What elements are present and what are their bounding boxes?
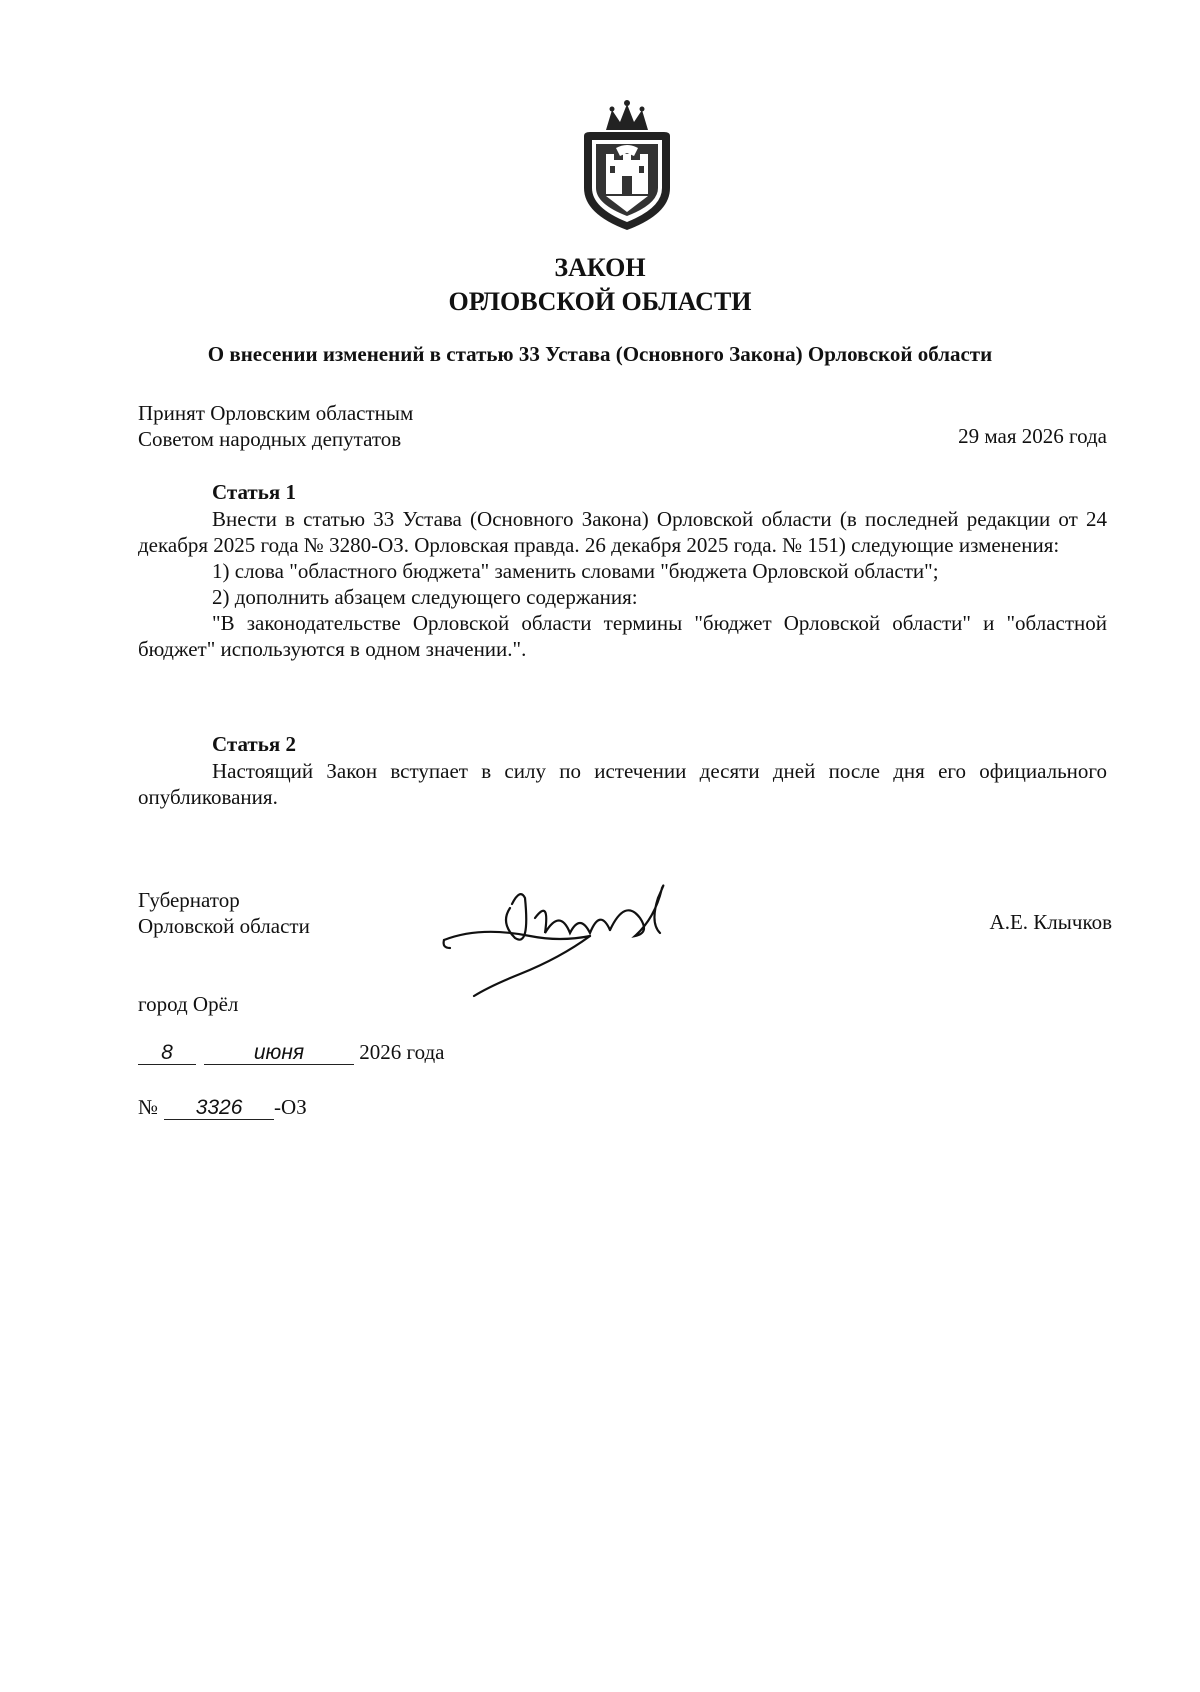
date-day-field: 8 [138,1042,196,1065]
number-suffix: -ОЗ [274,1095,307,1119]
document-type-title: ЗАКОН [554,253,646,282]
article-paragraph: Внести в статью 33 Устава (Основного Закона) Орловской области (в последней редакции от 24 декабря 2025 года № 3280-ОЗ. Орловская правда. 26 декабря 2025 года. № 151) следующие изменения: [138,507,1107,557]
article-paragraph: 2) дополнить абзацем следующего содержания: [212,585,638,609]
article-paragraph: "В законодательстве Орловской области термины "бюджет Орловской области" и "областной бюджет" используются в одном значении.". [138,611,1107,661]
signing-city: город Орёл [138,992,239,1016]
adoption-line: Принят Орловским областным [138,401,414,425]
number-sign: № [138,1095,159,1119]
article-1-heading: Статья 1 [212,480,296,504]
adoption-date: 29 мая 2026 года [958,424,1107,448]
signatory-position [138,887,310,939]
article-2-body [138,758,1107,810]
article-paragraph: 1) слова "областного бюджета" заменить словами "бюджета Орловской области"; [212,559,939,583]
date-year: 2026 года [359,1040,445,1064]
article-2-heading: Статья 2 [212,732,296,756]
adoption-line: Советом народных депутатов [138,427,402,451]
region-title: ОРЛОВСКОЙ ОБЛАСТИ [448,287,752,316]
handwritten-signature [440,878,690,998]
coat-of-arms-icon [572,96,682,234]
governor-name: А.Е. Клычков [989,910,1112,934]
position-line: Губернатор [138,888,240,912]
article-1-body [138,506,1107,662]
adoption-body [138,400,413,452]
signing-date [138,1040,445,1065]
position-line: Орловской области [138,914,310,938]
law-subject: О внесении изменений в статью 33 Устава (Основного Закона) Орловской области [207,342,993,366]
law-number [138,1095,307,1120]
date-month-field: июня [204,1042,354,1065]
article-paragraph: Настоящий Закон вступает в силу по истечении десяти дней после дня его официального опубликования. [138,759,1107,809]
number-field: 3326 [164,1097,274,1120]
